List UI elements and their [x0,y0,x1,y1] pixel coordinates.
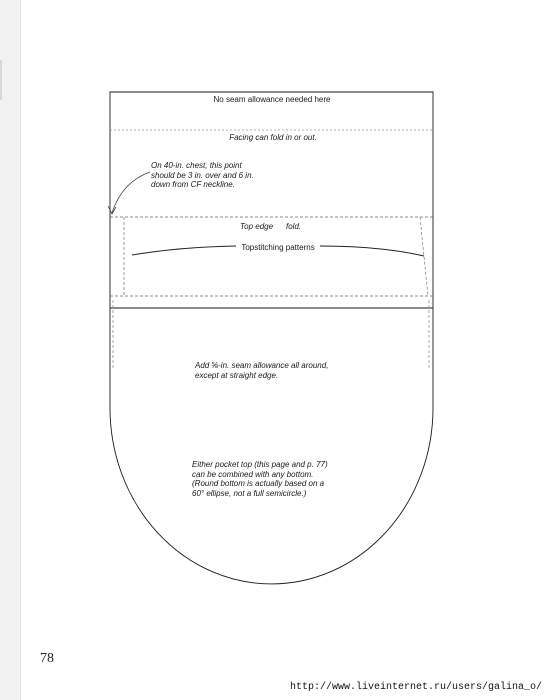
source-watermark: http://www.liveinternet.ru/users/galina_o/ [290,682,543,693]
chest-note-line-3: down from CF neckline. [151,180,235,189]
seam-allowance-note [195,361,328,380]
topstitching-curve-left [132,246,236,255]
seam-allowance-line-2: except at straight edge. [195,370,279,380]
chest-note [151,161,254,190]
top-edge-label: Top edge [240,222,274,231]
chest-point-arrow [112,172,150,213]
seam-allowance-line-1: Add ⅝-in. seam allowance all around, [195,361,329,370]
either-pocket-line-2: can be combined with any bottom. [192,469,314,479]
facing-label: Facing can fold in or out. [229,133,317,142]
fold-label: fold. [286,222,302,231]
either-pocket-note [192,460,328,498]
no-seam-allowance-label: No seam allowance needed here [213,95,331,104]
topstitching-label: Topstitching patterns [241,243,315,252]
right-topstitch-line [420,217,428,296]
page-number: 78 [40,651,54,666]
either-pocket-line-4: 60° ellipse, not a full semicircle.) [192,488,307,498]
either-pocket-line-1: Either pocket top (this page and p. 77) [192,460,328,469]
either-pocket-line-3: (Round bottom is actually based on a [192,479,325,488]
chest-note-line-1: On 40-in. chest, this point [151,161,242,170]
chest-note-line-2: should be 3 in. over and 6 in. [151,170,254,180]
topstitching-curve-right [320,246,424,256]
